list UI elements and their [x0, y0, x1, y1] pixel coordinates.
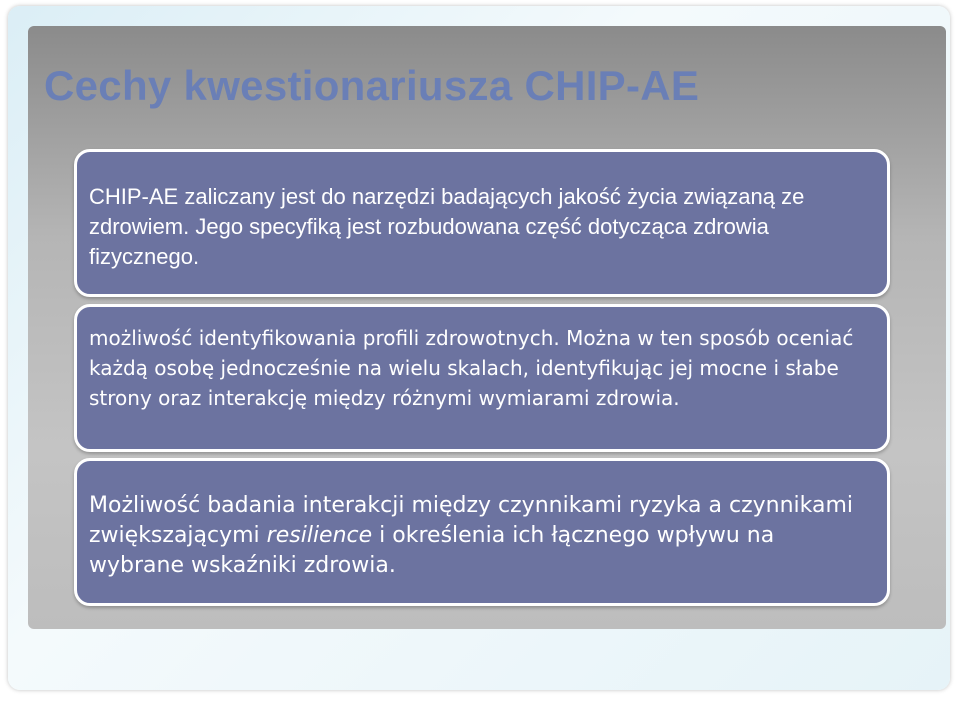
- content-box-3-text-end: i określenia ich łącznego wpływu na wybrane wskaźniki zdrowia.: [89, 523, 775, 578]
- content-box-3: [74, 458, 890, 606]
- content-box-3-text-start: Możliwość badania interakcji między czynnikami ryzyka a czynnikami zwiększającymi: [89, 493, 854, 548]
- slide-title: Cechy kwestionariusza CHIP-AE: [44, 62, 700, 109]
- content-box-1: [74, 149, 890, 297]
- content-box-1-text: CHIP-AE zaliczany jest do narzędzi badających jakość życia związaną ze zdrowiem. Jego specyfiką jest rozbudowana część dotycząca zdrowia fizycznego.: [89, 184, 805, 269]
- slide-frame: [8, 6, 950, 690]
- content-box-2: [74, 304, 890, 452]
- content-box-3-text: [89, 491, 875, 581]
- content-box-2-text: możliwość identyfikowania profili zdrowotnych. Można w ten sposób oceniać każdą osobę jednocześnie na wielu skalach, identyfikując jej mocne i słabe strony oraz interakcję między różnymi wymiarami zdrowia.: [89, 326, 854, 410]
- content-box-3-text-italic: resilience: [266, 523, 373, 548]
